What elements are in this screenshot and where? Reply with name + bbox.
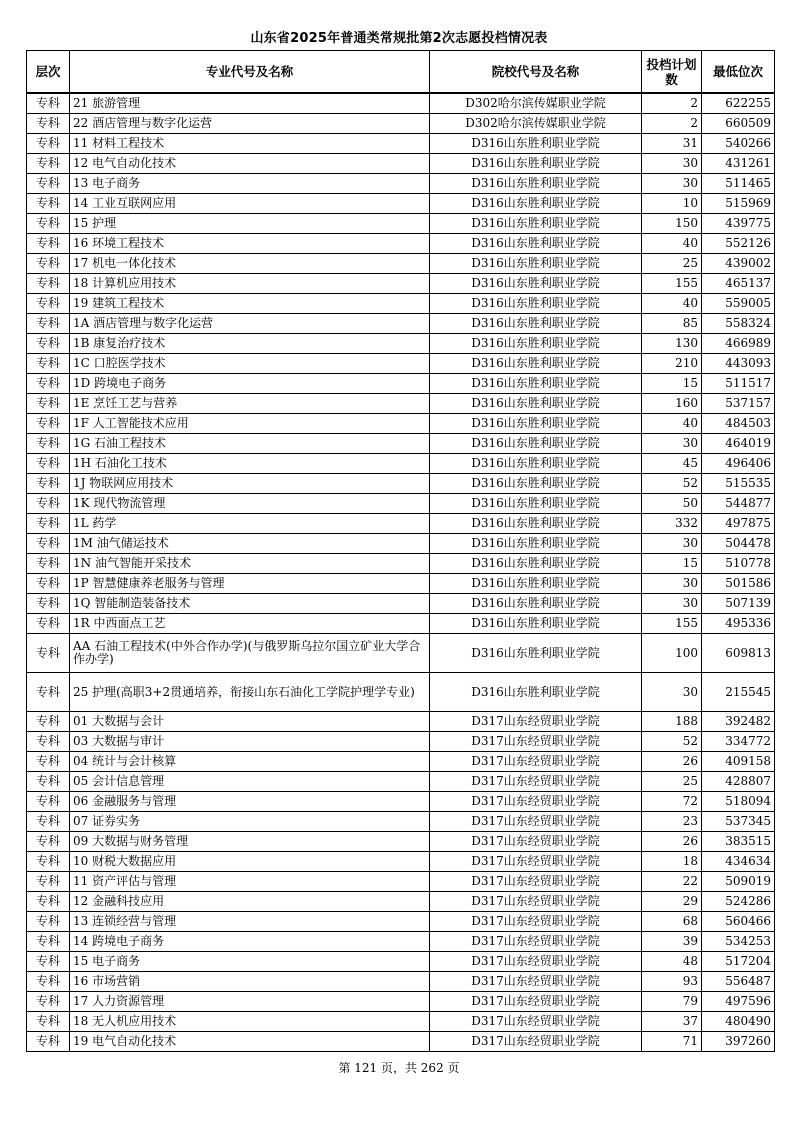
table-row	[27, 93, 775, 114]
cell-major: 01 大数据与会计	[70, 712, 430, 732]
table-row	[27, 374, 775, 394]
cell-min-rank: 537157	[702, 394, 775, 414]
cell-level: 专科	[27, 614, 70, 634]
cell-plan: 30	[642, 574, 702, 594]
cell-min-rank: 392482	[702, 712, 775, 732]
cell-major: 12 电气自动化技术	[70, 154, 430, 174]
cell-level: 专科	[27, 952, 70, 972]
cell-level: 专科	[27, 992, 70, 1012]
table-row	[27, 892, 775, 912]
cell-min-rank: 484503	[702, 414, 775, 434]
cell-major: 1D 跨境电子商务	[70, 374, 430, 394]
cell-major: AA 石油工程技术(中外合作办学)(与俄罗斯乌拉尔国立矿业大学合作办学)	[70, 634, 430, 673]
cell-school: D316山东胜利职业学院	[430, 234, 642, 254]
cell-level: 专科	[27, 234, 70, 254]
cell-plan: 37	[642, 1012, 702, 1032]
table-row	[27, 872, 775, 892]
cell-min-rank: 544877	[702, 494, 775, 514]
cell-major: 1M 油气储运技术	[70, 534, 430, 554]
cell-min-rank: 434634	[702, 852, 775, 872]
cell-plan: 210	[642, 354, 702, 374]
cell-plan: 31	[642, 134, 702, 154]
cell-level: 专科	[27, 534, 70, 554]
cell-plan: 160	[642, 394, 702, 414]
table-row	[27, 434, 775, 454]
header-level: 层次	[27, 51, 70, 94]
cell-school: D317山东经贸职业学院	[430, 872, 642, 892]
table-row	[27, 812, 775, 832]
table-row	[27, 174, 775, 194]
table-row	[27, 772, 775, 792]
cell-school: D317山东经贸职业学院	[430, 912, 642, 932]
cell-school: D316山东胜利职业学院	[430, 374, 642, 394]
cell-major: 1E 烹饪工艺与营养	[70, 394, 430, 414]
cell-plan: 26	[642, 752, 702, 772]
table-row	[27, 494, 775, 514]
cell-school: D316山东胜利职业学院	[430, 194, 642, 214]
cell-major: 1C 口腔医学技术	[70, 354, 430, 374]
cell-level: 专科	[27, 134, 70, 154]
table-row	[27, 712, 775, 732]
table-row	[27, 314, 775, 334]
cell-level: 专科	[27, 792, 70, 812]
cell-min-rank: 439002	[702, 254, 775, 274]
cell-school: D316山东胜利职业学院	[430, 514, 642, 534]
cell-level: 专科	[27, 114, 70, 134]
cell-min-rank: 515535	[702, 474, 775, 494]
cell-major: 1L 药学	[70, 514, 430, 534]
cell-min-rank: 517204	[702, 952, 775, 972]
table-row	[27, 732, 775, 752]
cell-level: 专科	[27, 972, 70, 992]
cell-min-rank: 496406	[702, 454, 775, 474]
cell-min-rank: 559005	[702, 294, 775, 314]
cell-school: D317山东经贸职业学院	[430, 992, 642, 1012]
cell-min-rank: 552126	[702, 234, 775, 254]
cell-level: 专科	[27, 434, 70, 454]
cell-plan: 30	[642, 434, 702, 454]
table-row	[27, 992, 775, 1012]
cell-level: 专科	[27, 1012, 70, 1032]
cell-plan: 52	[642, 732, 702, 752]
cell-min-rank: 409158	[702, 752, 775, 772]
cell-min-rank: 537345	[702, 812, 775, 832]
cell-level: 专科	[27, 494, 70, 514]
cell-school: D317山东经贸职业学院	[430, 932, 642, 952]
cell-school: D316山东胜利职业学院	[430, 274, 642, 294]
cell-plan: 93	[642, 972, 702, 992]
cell-min-rank: 660509	[702, 114, 775, 134]
cell-school: D316山东胜利职业学院	[430, 414, 642, 434]
cell-school: D316山东胜利职业学院	[430, 154, 642, 174]
cell-level: 专科	[27, 892, 70, 912]
table-row	[27, 214, 775, 234]
cell-level: 专科	[27, 772, 70, 792]
admission-table	[26, 50, 775, 1052]
cell-major: 25 护理(高职3+2贯通培养，衔接山东石油化工学院护理学专业)	[70, 673, 430, 712]
cell-school: D317山东经贸职业学院	[430, 792, 642, 812]
table-row	[27, 792, 775, 812]
cell-level: 专科	[27, 394, 70, 414]
cell-plan: 71	[642, 1032, 702, 1052]
cell-school: D316山东胜利职业学院	[430, 134, 642, 154]
cell-school: D317山东经贸职业学院	[430, 952, 642, 972]
cell-major: 12 金融科技应用	[70, 892, 430, 912]
cell-school: D316山东胜利职业学院	[430, 314, 642, 334]
page-footer: 第 121 页，共 262 页	[338, 1061, 460, 1075]
table-row	[27, 414, 775, 434]
cell-major: 1Q 智能制造装备技术	[70, 594, 430, 614]
cell-min-rank: 495336	[702, 614, 775, 634]
table-body	[27, 93, 775, 1052]
table-row	[27, 952, 775, 972]
cell-plan: 100	[642, 634, 702, 673]
cell-plan: 72	[642, 792, 702, 812]
cell-school: D317山东经贸职业学院	[430, 772, 642, 792]
table-row	[27, 254, 775, 274]
cell-plan: 30	[642, 534, 702, 554]
cell-plan: 2	[642, 93, 702, 114]
cell-school: D316山东胜利职业学院	[430, 254, 642, 274]
cell-level: 专科	[27, 634, 70, 673]
cell-major: 10 财税大数据应用	[70, 852, 430, 872]
cell-major: 17 机电一体化技术	[70, 254, 430, 274]
cell-level: 专科	[27, 314, 70, 334]
cell-level: 专科	[27, 912, 70, 932]
table-row	[27, 1012, 775, 1032]
cell-plan: 188	[642, 712, 702, 732]
cell-major: 07 证券实务	[70, 812, 430, 832]
cell-school: D317山东经贸职业学院	[430, 832, 642, 852]
cell-min-rank: 431261	[702, 154, 775, 174]
cell-min-rank: 497875	[702, 514, 775, 534]
cell-major: 05 会计信息管理	[70, 772, 430, 792]
cell-plan: 18	[642, 852, 702, 872]
table-row	[27, 614, 775, 634]
cell-school: D317山东经贸职业学院	[430, 712, 642, 732]
cell-plan: 40	[642, 294, 702, 314]
cell-min-rank: 501586	[702, 574, 775, 594]
cell-plan: 130	[642, 334, 702, 354]
cell-major: 16 环境工程技术	[70, 234, 430, 254]
cell-level: 专科	[27, 673, 70, 712]
cell-plan: 68	[642, 912, 702, 932]
cell-major: 16 市场营销	[70, 972, 430, 992]
cell-major: 15 护理	[70, 214, 430, 234]
cell-plan: 25	[642, 772, 702, 792]
cell-school: D317山东经贸职业学院	[430, 892, 642, 912]
cell-min-rank: 464019	[702, 434, 775, 454]
header-plan: 投档计划数	[642, 51, 702, 94]
cell-plan: 155	[642, 614, 702, 634]
cell-school: D316山东胜利职业学院	[430, 554, 642, 574]
cell-min-rank: 215545	[702, 673, 775, 712]
cell-school: D316山东胜利职业学院	[430, 394, 642, 414]
cell-min-rank: 518094	[702, 792, 775, 812]
cell-min-rank: 397260	[702, 1032, 775, 1052]
cell-school: D316山东胜利职业学院	[430, 634, 642, 673]
cell-level: 专科	[27, 414, 70, 434]
cell-school: D317山东经贸职业学院	[430, 1012, 642, 1032]
cell-level: 专科	[27, 514, 70, 534]
cell-level: 专科	[27, 454, 70, 474]
cell-level: 专科	[27, 1032, 70, 1052]
cell-min-rank: 510778	[702, 554, 775, 574]
table-row	[27, 912, 775, 932]
table-row	[27, 134, 775, 154]
table-row	[27, 354, 775, 374]
cell-min-rank: 443093	[702, 354, 775, 374]
cell-min-rank: 622255	[702, 93, 775, 114]
cell-min-rank: 524286	[702, 892, 775, 912]
cell-level: 专科	[27, 712, 70, 732]
cell-school: D316山东胜利职业学院	[430, 614, 642, 634]
cell-school: D316山东胜利职业学院	[430, 534, 642, 554]
cell-level: 专科	[27, 154, 70, 174]
cell-level: 专科	[27, 374, 70, 394]
cell-plan: 155	[642, 274, 702, 294]
cell-plan: 150	[642, 214, 702, 234]
cell-major: 1N 油气智能开采技术	[70, 554, 430, 574]
table-row	[27, 634, 775, 673]
header-school: 院校代号及名称	[430, 51, 642, 94]
table-row	[27, 574, 775, 594]
cell-major: 1G 石油工程技术	[70, 434, 430, 454]
table-row	[27, 334, 775, 354]
cell-major: 14 跨境电子商务	[70, 932, 430, 952]
cell-min-rank: 515969	[702, 194, 775, 214]
cell-level: 专科	[27, 594, 70, 614]
cell-major: 13 连锁经营与管理	[70, 912, 430, 932]
cell-major: 1F 人工智能技术应用	[70, 414, 430, 434]
table-row	[27, 972, 775, 992]
cell-major: 04 统计与会计核算	[70, 752, 430, 772]
cell-major: 03 大数据与审计	[70, 732, 430, 752]
cell-plan: 26	[642, 832, 702, 852]
cell-major: 17 人力资源管理	[70, 992, 430, 1012]
cell-school: D317山东经贸职业学院	[430, 1032, 642, 1052]
cell-plan: 79	[642, 992, 702, 1012]
cell-min-rank: 465137	[702, 274, 775, 294]
table-row	[27, 852, 775, 872]
cell-plan: 45	[642, 454, 702, 474]
cell-level: 专科	[27, 554, 70, 574]
cell-min-rank: 540266	[702, 134, 775, 154]
cell-level: 专科	[27, 194, 70, 214]
cell-school: D316山东胜利职业学院	[430, 434, 642, 454]
cell-min-rank: 504478	[702, 534, 775, 554]
table-row	[27, 454, 775, 474]
cell-min-rank: 509019	[702, 872, 775, 892]
cell-school: D316山东胜利职业学院	[430, 594, 642, 614]
cell-major: 09 大数据与财务管理	[70, 832, 430, 852]
cell-school: D317山东经贸职业学院	[430, 732, 642, 752]
cell-level: 专科	[27, 752, 70, 772]
cell-plan: 85	[642, 314, 702, 334]
cell-major: 13 电子商务	[70, 174, 430, 194]
cell-school: D316山东胜利职业学院	[430, 354, 642, 374]
table-row	[27, 274, 775, 294]
cell-plan: 15	[642, 554, 702, 574]
cell-min-rank: 428807	[702, 772, 775, 792]
cell-level: 专科	[27, 474, 70, 494]
table-row	[27, 294, 775, 314]
cell-plan: 30	[642, 154, 702, 174]
cell-level: 专科	[27, 174, 70, 194]
cell-min-rank: 383515	[702, 832, 775, 852]
cell-school: D302哈尔滨传媒职业学院	[430, 114, 642, 134]
cell-level: 专科	[27, 294, 70, 314]
cell-min-rank: 507139	[702, 594, 775, 614]
cell-major: 1B 康复治疗技术	[70, 334, 430, 354]
cell-plan: 29	[642, 892, 702, 912]
cell-plan: 22	[642, 872, 702, 892]
cell-school: D316山东胜利职业学院	[430, 334, 642, 354]
table-row	[27, 474, 775, 494]
cell-min-rank: 556487	[702, 972, 775, 992]
cell-major: 1P 智慧健康养老服务与管理	[70, 574, 430, 594]
header-min-rank: 最低位次	[702, 51, 775, 94]
cell-level: 专科	[27, 832, 70, 852]
cell-min-rank: 511465	[702, 174, 775, 194]
cell-school: D316山东胜利职业学院	[430, 294, 642, 314]
table-row	[27, 154, 775, 174]
cell-plan: 23	[642, 812, 702, 832]
cell-plan: 2	[642, 114, 702, 134]
cell-major: 14 工业互联网应用	[70, 194, 430, 214]
cell-major: 1H 石油化工技术	[70, 454, 430, 474]
cell-level: 专科	[27, 93, 70, 114]
cell-plan: 40	[642, 234, 702, 254]
cell-major: 11 资产评估与管理	[70, 872, 430, 892]
cell-level: 专科	[27, 354, 70, 374]
table-row	[27, 1032, 775, 1052]
cell-min-rank: 480490	[702, 1012, 775, 1032]
cell-level: 专科	[27, 574, 70, 594]
cell-major: 21 旅游管理	[70, 93, 430, 114]
cell-major: 22 酒店管理与数字化运营	[70, 114, 430, 134]
cell-plan: 39	[642, 932, 702, 952]
cell-min-rank: 534253	[702, 932, 775, 952]
table-row	[27, 114, 775, 134]
cell-plan: 30	[642, 594, 702, 614]
cell-min-rank: 558324	[702, 314, 775, 334]
table-row	[27, 932, 775, 952]
table-row	[27, 832, 775, 852]
cell-plan: 52	[642, 474, 702, 494]
cell-min-rank: 609813	[702, 634, 775, 673]
cell-school: D316山东胜利职业学院	[430, 474, 642, 494]
table-row	[27, 194, 775, 214]
cell-level: 专科	[27, 932, 70, 952]
cell-school: D302哈尔滨传媒职业学院	[430, 93, 642, 114]
cell-plan: 50	[642, 494, 702, 514]
cell-school: D316山东胜利职业学院	[430, 214, 642, 234]
cell-school: D316山东胜利职业学院	[430, 454, 642, 474]
cell-plan: 15	[642, 374, 702, 394]
cell-level: 专科	[27, 852, 70, 872]
cell-major: 19 建筑工程技术	[70, 294, 430, 314]
cell-school: D316山东胜利职业学院	[430, 673, 642, 712]
cell-level: 专科	[27, 274, 70, 294]
cell-plan: 25	[642, 254, 702, 274]
table-row	[27, 673, 775, 712]
cell-school: D316山东胜利职业学院	[430, 574, 642, 594]
cell-plan: 332	[642, 514, 702, 534]
cell-min-rank: 334772	[702, 732, 775, 752]
cell-plan: 30	[642, 673, 702, 712]
table-row	[27, 534, 775, 554]
table-row	[27, 234, 775, 254]
cell-min-rank: 560466	[702, 912, 775, 932]
cell-plan: 10	[642, 194, 702, 214]
table-row	[27, 752, 775, 772]
cell-level: 专科	[27, 254, 70, 274]
cell-major: 18 计算机应用技术	[70, 274, 430, 294]
table-row	[27, 554, 775, 574]
cell-level: 专科	[27, 732, 70, 752]
page-title: 山东省2025年普通类常规批第2次志愿投档情况表	[250, 31, 548, 46]
table-row	[27, 514, 775, 534]
cell-level: 专科	[27, 334, 70, 354]
cell-major: 1A 酒店管理与数字化运营	[70, 314, 430, 334]
cell-school: D317山东经贸职业学院	[430, 752, 642, 772]
cell-major: 1J 物联网应用技术	[70, 474, 430, 494]
header-major: 专业代号及名称	[70, 51, 430, 94]
cell-school: D316山东胜利职业学院	[430, 494, 642, 514]
cell-plan: 30	[642, 174, 702, 194]
cell-major: 11 材料工程技术	[70, 134, 430, 154]
cell-major: 1R 中西面点工艺	[70, 614, 430, 634]
cell-min-rank: 511517	[702, 374, 775, 394]
cell-level: 专科	[27, 812, 70, 832]
cell-major: 1K 现代物流管理	[70, 494, 430, 514]
cell-min-rank: 497596	[702, 992, 775, 1012]
cell-major: 15 电子商务	[70, 952, 430, 972]
cell-plan: 48	[642, 952, 702, 972]
table-header-row	[27, 51, 775, 94]
cell-major: 06 金融服务与管理	[70, 792, 430, 812]
cell-school: D317山东经贸职业学院	[430, 852, 642, 872]
cell-major: 18 无人机应用技术	[70, 1012, 430, 1032]
cell-level: 专科	[27, 214, 70, 234]
cell-plan: 40	[642, 414, 702, 434]
cell-min-rank: 439775	[702, 214, 775, 234]
cell-school: D317山东经贸职业学院	[430, 972, 642, 992]
cell-min-rank: 466989	[702, 334, 775, 354]
table-row	[27, 394, 775, 414]
cell-level: 专科	[27, 872, 70, 892]
cell-school: D316山东胜利职业学院	[430, 174, 642, 194]
table-row	[27, 594, 775, 614]
cell-major: 19 电气自动化技术	[70, 1032, 430, 1052]
cell-school: D317山东经贸职业学院	[430, 812, 642, 832]
